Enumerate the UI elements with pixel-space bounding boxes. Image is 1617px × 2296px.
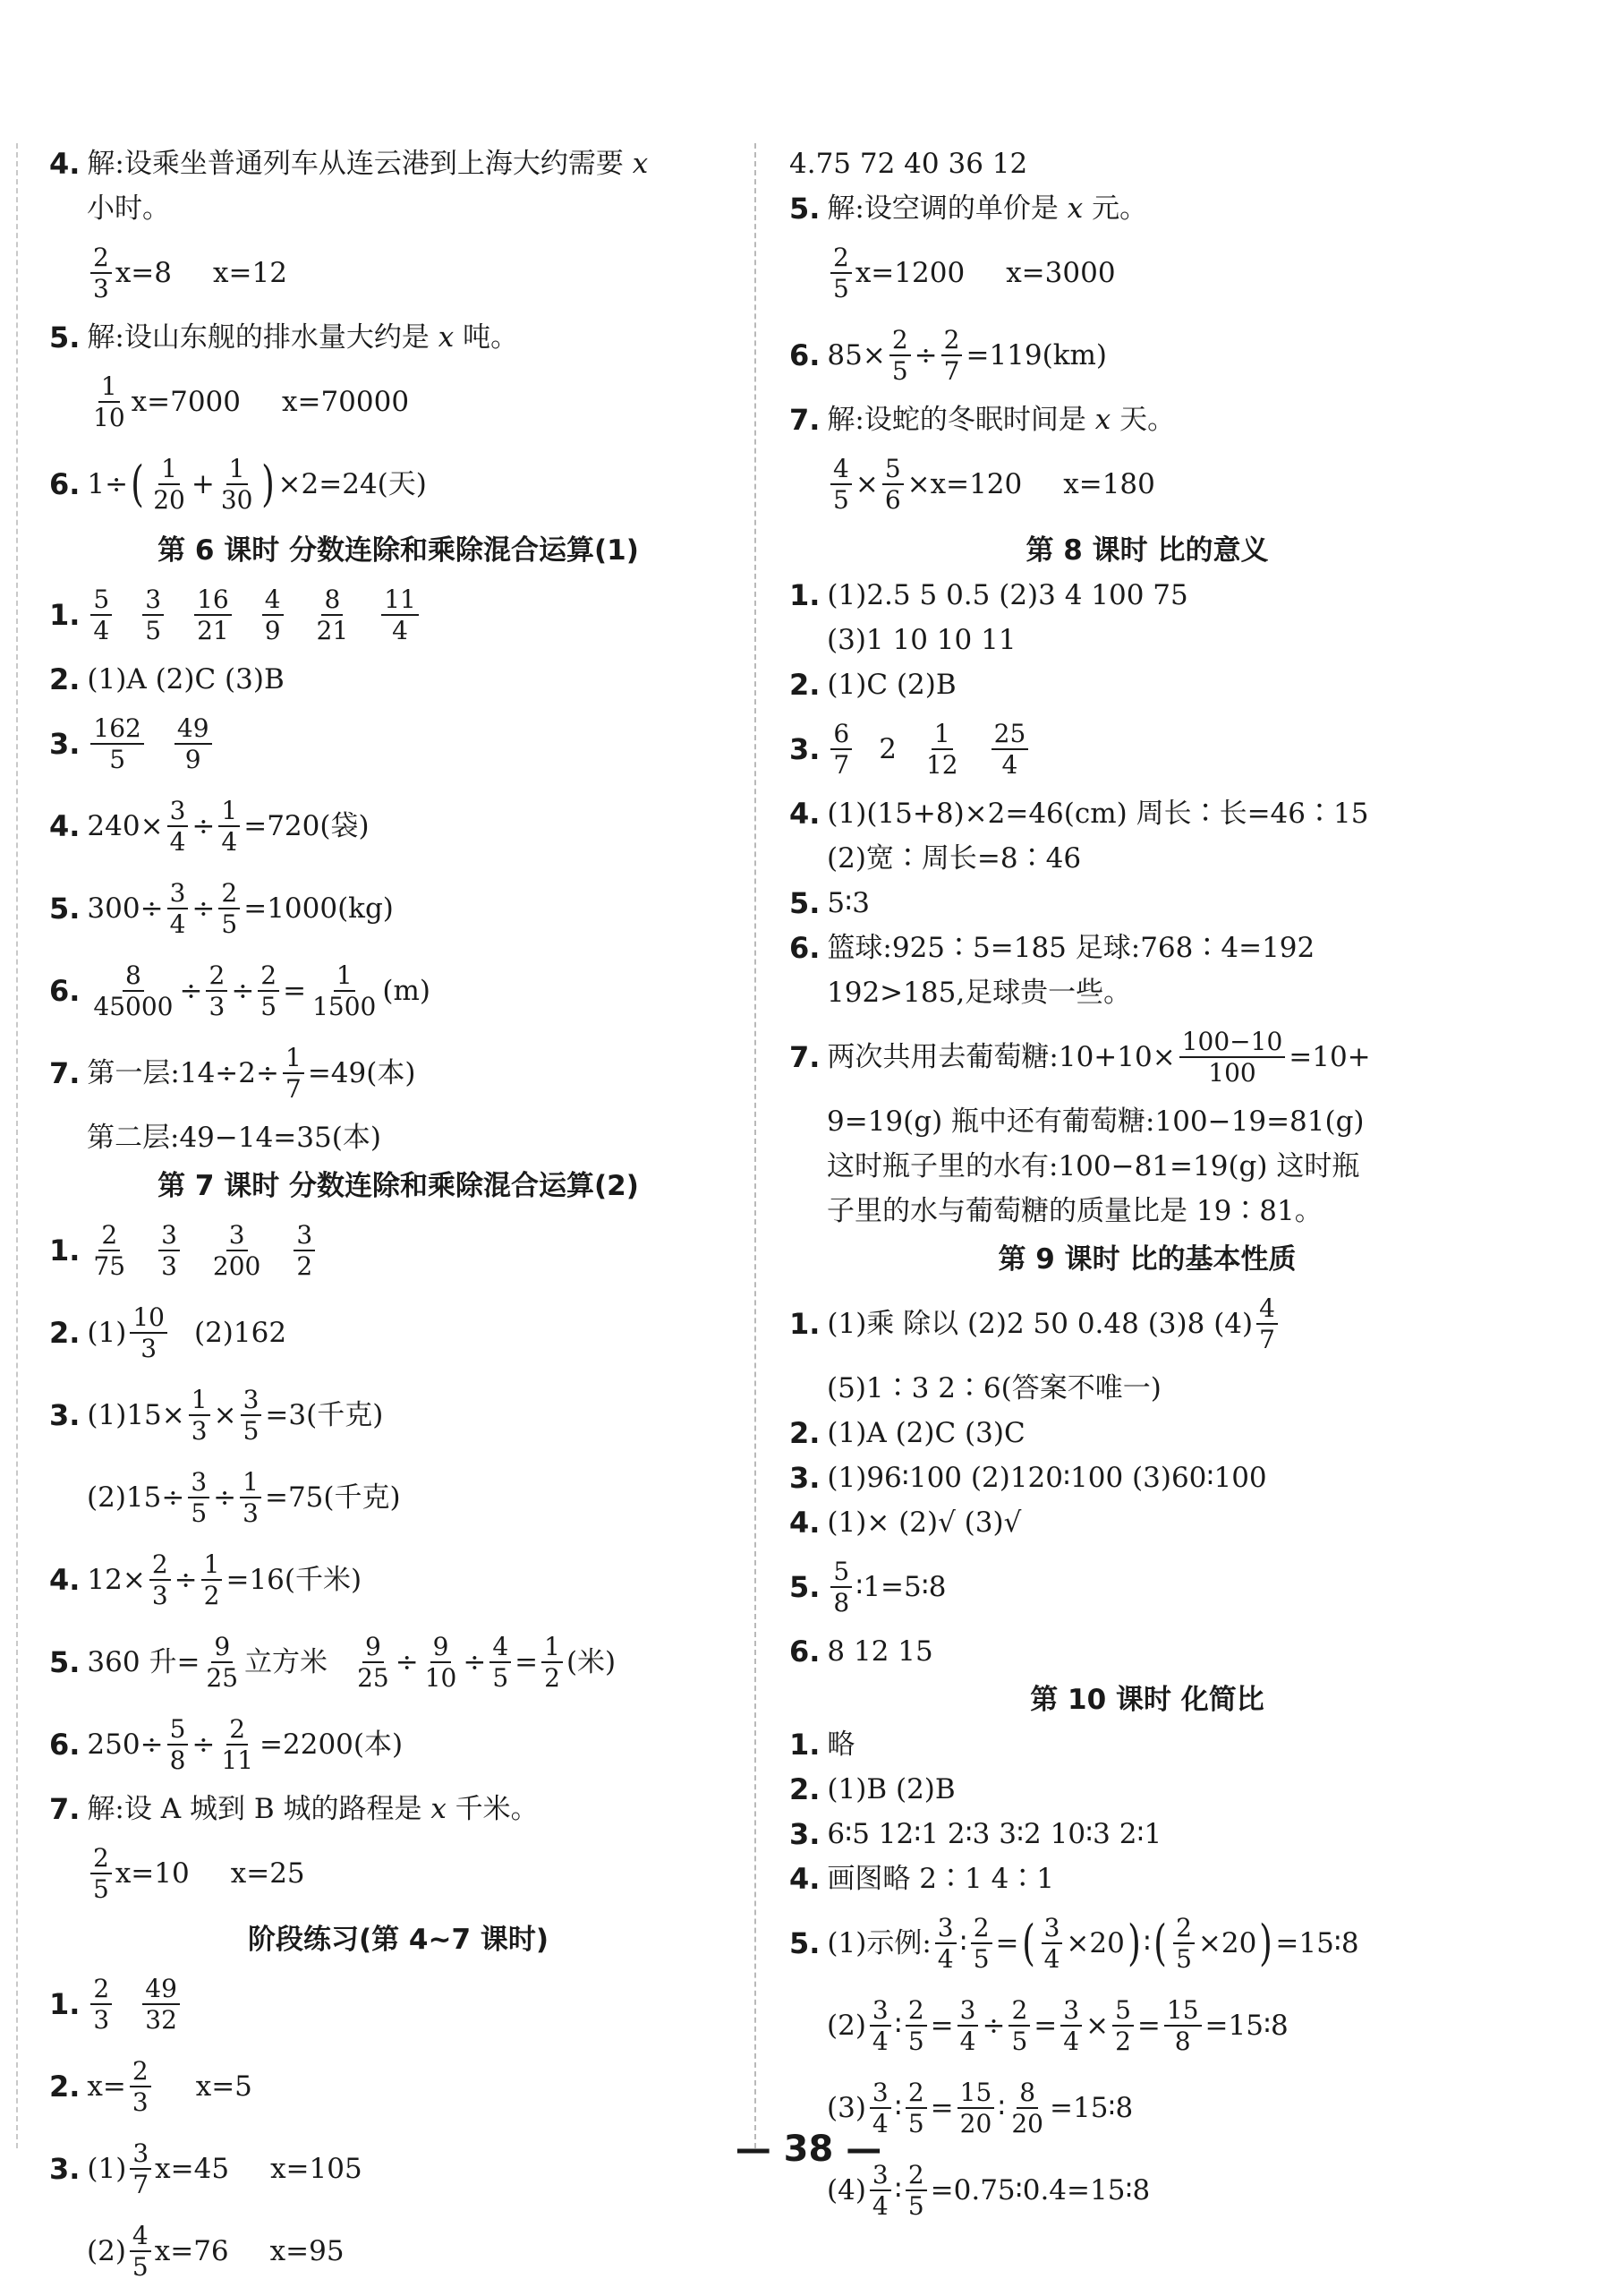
fraction: $\frac{2}{3}$ xyxy=(206,962,227,1020)
answer-line: 5. 解:设空调的单价是 x 元。 xyxy=(789,192,1148,226)
fraction: 49 32 xyxy=(142,1976,180,2034)
fraction: $\frac{15}{8}$ xyxy=(1164,1997,1202,2055)
fraction: 2 75 xyxy=(93,1219,126,1281)
item-number: 3. xyxy=(789,732,821,766)
answer-line: 7. 两次共用去葡萄糖:10+10× $\frac{100-10}{100}$ =10+ xyxy=(789,1026,1371,1088)
answer-line: 6. 250÷ $\frac{5}{8}$ ÷ $\frac{2}{11}$ =2200(本) xyxy=(49,1713,404,1775)
fraction: $\frac{1}{7}$ xyxy=(283,1045,304,1103)
answer-line xyxy=(49,1967,747,2042)
fraction: $\frac{1}{3}$ xyxy=(240,1469,261,1527)
variable: x xyxy=(438,320,455,354)
fraction: 1 20 xyxy=(153,453,185,515)
item-number: 3. xyxy=(49,2152,81,2186)
item-number: 5. xyxy=(789,1570,821,1604)
answer-text: x=7000 xyxy=(131,385,241,418)
fraction: 3 200 xyxy=(212,1219,261,1281)
fraction: 4 7 xyxy=(1256,1295,1278,1353)
fraction: $\frac{2}{7}$ xyxy=(941,327,963,385)
answer-line: 5. (1)示例: 3 4 ∶ $\frac{2}{5}$ = ( $\frac{3}{4}$ ×20 ) ∶ ( $\frac{2}{5}$ ×20 ) =15∶8 xyxy=(789,1912,1359,1974)
fraction: 5 4 xyxy=(90,586,112,644)
fraction: 3 5 xyxy=(142,586,164,644)
fraction: $\frac{2}{5}$ xyxy=(906,2079,927,2138)
item-number: 6. xyxy=(49,467,81,501)
fraction: $\frac{2}{5}$ xyxy=(889,327,911,385)
item-number: 6. xyxy=(49,974,81,1008)
item-number: 7. xyxy=(789,403,821,437)
fraction: 10 3 xyxy=(130,1304,167,1362)
answer-line xyxy=(49,364,747,440)
fraction: $\frac{3}{5}$ xyxy=(241,1387,262,1445)
fraction: 8 21 xyxy=(316,584,349,645)
answer-line xyxy=(49,189,747,228)
fraction: 5 8 xyxy=(830,1558,852,1617)
answer-line: 5. 5 8 ∶1=5∶8 xyxy=(789,1556,947,1617)
answer-line: 5. 5∶3 xyxy=(789,886,870,920)
item-number: 6. xyxy=(789,338,821,372)
fraction: $\frac{5}{2}$ xyxy=(1112,1997,1134,2055)
answer-line: (3)1 10 10 11 xyxy=(827,623,1017,656)
answer-line: 1. (1)乘 除以 (2)2 50 0.48 (3)8 (4) 4 7 xyxy=(789,1286,1505,1361)
item-number: 1. xyxy=(49,598,81,632)
answer-line: 2. x= $\frac{2}{3}$ x=5 xyxy=(49,2055,252,2117)
answer-line: 5. 360 升= $\frac{9}{25}$ 立方米 $\frac{9}{25}$ ÷ $\frac{9}{10}$ ÷ $\frac{4}{5}$ = $\frac{1}{2}$ (米) xyxy=(49,1631,617,1693)
fraction: $\frac{9}{25}$ xyxy=(206,1631,239,1693)
answer-text: (1)A (2)C (3)B xyxy=(87,662,285,696)
item-number: 5. xyxy=(49,892,81,926)
answer-line: 4. 240× $\frac{3}{4}$ ÷ $\frac{1}{4}$ =720(袋) xyxy=(49,795,370,857)
answer-line: 2 5 x=10 x=25 xyxy=(49,1836,747,1911)
fraction: 16 21 xyxy=(194,586,232,644)
answer-line: (5)1∶3 2∶6(答案不唯一) xyxy=(827,1371,1162,1404)
fraction: 3 7 xyxy=(130,2140,151,2198)
answer-line xyxy=(49,235,747,311)
left-column xyxy=(49,139,747,2296)
section-heading: 阶段练习(第 4~7 课时) xyxy=(247,1924,549,1956)
fraction: 3 4 xyxy=(870,1997,891,2055)
fraction: 2 5 xyxy=(830,244,852,303)
item-number: 2. xyxy=(49,1316,81,1350)
item-number: 2. xyxy=(49,2070,81,2104)
item-number: 3. xyxy=(789,1817,821,1851)
item-number: 2. xyxy=(49,662,81,696)
fraction: $\frac{1}{4}$ xyxy=(218,798,240,856)
answer-line: 3. 6∶5 12∶1 2∶3 3∶2 10∶3 2∶1 xyxy=(789,1817,1162,1851)
fraction: 2 5 xyxy=(90,1845,112,1903)
right-column xyxy=(789,139,1505,2235)
fraction: $\frac{2}{5}$ xyxy=(258,962,279,1020)
fraction: $\frac{3}{5}$ xyxy=(188,1469,209,1527)
answer-line: 7. 解:设 A 城到 B 城的路程是 x 千米。 xyxy=(49,1792,539,1826)
answer-line: (3) 3 4 ∶ $\frac{2}{5}$ = $\frac{15}{20}$ ∶ $\frac{8}{20}$ =15∶8 xyxy=(827,2077,1134,2138)
fraction: $\frac{8}{45000}$ xyxy=(93,960,174,1021)
fraction: 4 9 xyxy=(262,586,284,644)
section-heading: 第 9 课时 比的基本性质 xyxy=(998,1243,1297,1276)
fraction: 1 12 xyxy=(925,718,958,780)
answer-line xyxy=(49,660,747,699)
answer-line: 6. $\frac{8}{45000}$ ÷ $\frac{2}{3}$ ÷ $\frac{2}{5}$ = $\frac{1}{1500}$ (m) xyxy=(49,960,430,1021)
answer-line: (2)15÷ $\frac{3}{5}$ ÷ $\frac{1}{3}$ =75(千克) xyxy=(87,1466,401,1528)
fraction: $\frac{2}{3}$ xyxy=(149,1551,171,1609)
item-number: 5. xyxy=(49,320,81,354)
answer-line: 4. (1)(15+8)×2=46(cm) 周长∶长=46∶15 xyxy=(789,797,1369,831)
fraction: 1 10 xyxy=(93,371,125,432)
answer-line: $\frac{4}{5}$ × $\frac{5}{6}$ ×x=120 x=180 xyxy=(789,447,1505,522)
answer-line: 192>185,足球贵一些。 xyxy=(827,976,1132,1009)
item-number: 5. xyxy=(789,1926,821,1960)
fraction: $\frac{15}{20}$ xyxy=(957,2079,995,2138)
answer-line: (2) 3 4 ∶ $\frac{2}{5}$ = $\frac{3}{4}$ ÷ $\frac{2}{5}$ = $\frac{3}{4}$ × $\frac{5}{2}$ = $\frac{15}{8}$ =15∶8 xyxy=(827,1994,1289,2056)
answer-line: 这时瓶子里的水有:100−81=19(g) 这时瓶 xyxy=(827,1149,1360,1182)
item-number: 3. xyxy=(49,727,81,761)
left-margin-rule xyxy=(16,143,18,2148)
answer-line: 5. 300÷ $\frac{3}{4}$ ÷ $\frac{2}{5}$ =1000(kg) xyxy=(49,877,394,939)
section-heading: 第 6 课时 分数连除和乘除混合运算(1) xyxy=(157,534,639,567)
answer-line xyxy=(49,144,747,184)
answer-line: 4. 12× $\frac{2}{3}$ ÷ $\frac{1}{2}$ =16(千米) xyxy=(49,1549,362,1610)
fraction: $\frac{3}{4}$ xyxy=(167,798,189,856)
item-number: 3. xyxy=(49,1398,81,1432)
section-heading: 第 7 课时 分数连除和乘除混合运算(2) xyxy=(157,1170,639,1202)
answer-line xyxy=(789,144,1505,184)
item-number: 2. xyxy=(789,1416,821,1450)
fraction: $\frac{1}{3}$ xyxy=(189,1387,210,1445)
answer-line: 子里的水与葡萄糖的质量比是 19∶81。 xyxy=(827,1194,1323,1227)
item-number: 2. xyxy=(789,668,821,702)
answer-line: 7. 第一层:14÷2÷ $\frac{1}{7}$ =49(本) xyxy=(49,1042,416,1104)
item-number: 4. xyxy=(49,1563,81,1597)
fraction: $\frac{5}{8}$ xyxy=(167,1716,189,1774)
answer-line: 9=19(g) 瓶中还有葡萄糖:100−19=81(g) xyxy=(827,1105,1365,1138)
answer-line: (2) 4 5 x=76 x=95 xyxy=(87,2220,345,2282)
fraction: $\frac{2}{5}$ xyxy=(218,880,240,938)
answer-line: 3. (1)15× $\frac{1}{3}$ × $\frac{3}{5}$ =3(千克) xyxy=(49,1384,384,1446)
answer-line: 6. 1÷ ( 1 20 + $\frac{1}{30}$ ) ×2=24(天) xyxy=(49,453,427,515)
fraction: $\frac{2}{3}$ xyxy=(130,2058,151,2116)
fraction: $\frac{2}{5}$ xyxy=(971,1915,992,1973)
answer-line: 2. (1)C (2)B xyxy=(789,668,957,702)
page-number: — 38 — xyxy=(735,2129,882,2170)
answer-line: 3. (1) 3 7 x=45 x=105 xyxy=(49,2138,362,2199)
fraction: $\frac{2}{5}$ xyxy=(906,2162,927,2220)
fraction: 2 3 xyxy=(90,1976,112,2034)
column-divider xyxy=(754,143,756,2148)
answer-line: 2. (1)B (2)B xyxy=(789,1772,956,1806)
fraction: $\frac{3}{4}$ xyxy=(167,880,189,938)
answer-text: 解:设乘坐普通列车从连云港到上海大约需要 xyxy=(87,147,624,180)
answer-text: 解:设山东舰的排水量大约是 xyxy=(87,320,430,354)
fraction: $\frac{8}{20}$ xyxy=(1011,2077,1043,2138)
fraction: 6 7 xyxy=(830,721,852,779)
item-number: 6. xyxy=(789,931,821,965)
fraction: 2 3 xyxy=(90,244,112,303)
fraction: 11 4 xyxy=(381,586,419,644)
answer-text: 小时。 xyxy=(87,192,170,225)
fraction: $\frac{1}{1500}$ xyxy=(312,960,377,1021)
variable: x xyxy=(632,147,649,180)
fraction: $\frac{2}{5}$ xyxy=(906,1997,927,2055)
item-number: 1. xyxy=(49,1987,81,2021)
answer-line: 4. 画图略 2∶1 4∶1 xyxy=(789,1862,1055,1896)
fraction: $\frac{100-10}{100}$ xyxy=(1179,1029,1286,1087)
answer-line: (4) 3 4 ∶ $\frac{2}{5}$ =0.75∶0.4=15∶8 xyxy=(827,2159,1151,2221)
item-number: 1. xyxy=(49,1233,81,1267)
item-number: 1. xyxy=(789,1307,821,1341)
item-number: 5. xyxy=(789,886,821,920)
fraction: 3 4 xyxy=(935,1915,957,1973)
answer-line: 2. (1) 10 3 (2)162 xyxy=(49,1302,287,1363)
answer-line: (2)宽∶周长=8∶46 xyxy=(827,841,1082,875)
fraction: 3 3 xyxy=(158,1222,180,1280)
fraction: $\frac{1}{2}$ xyxy=(201,1551,223,1609)
item-number: 1. xyxy=(789,1728,821,1762)
fraction: 3 4 xyxy=(870,2079,891,2138)
section-heading: 第 8 课时 比的意义 xyxy=(1026,534,1269,567)
answer-line xyxy=(49,1213,747,1288)
item-number: 7. xyxy=(49,1792,81,1826)
answer-line: 6. 8 12 15 xyxy=(789,1635,933,1669)
fraction: $\frac{2}{5}$ xyxy=(1173,1915,1195,1973)
item-number: 7. xyxy=(49,1056,81,1090)
fraction: $\frac{9}{10}$ xyxy=(424,1631,457,1693)
answer-line xyxy=(49,706,747,781)
item-number: 4. xyxy=(789,1862,821,1896)
fraction: $\frac{3}{4}$ xyxy=(1060,1997,1082,2055)
answer-text: 4.75 72 40 36 12 xyxy=(789,147,1028,180)
item-number: 3. xyxy=(789,1461,821,1495)
item-number: 4. xyxy=(49,809,81,843)
answer-line: 3. (1)96∶100 (2)120∶100 (3)60∶100 xyxy=(789,1461,1267,1495)
item-number: 1. xyxy=(789,578,821,612)
fraction: 3 2 xyxy=(294,1222,315,1280)
item-number: 2. xyxy=(789,1772,821,1806)
fraction: $\frac{1}{2}$ xyxy=(541,1634,563,1692)
answer-line: 1. 略 xyxy=(789,1728,855,1762)
answer-text: 第二层:49−14=35(本) xyxy=(87,1121,381,1154)
answer-line: 6. 篮球:925∶5=185 足球:768∶4=192 xyxy=(789,931,1315,965)
item-number: 5. xyxy=(49,1645,81,1679)
answer-line: 2. (1)A (2)C (3)C xyxy=(789,1416,1026,1450)
fraction: $\frac{5}{6}$ xyxy=(882,456,904,514)
answer-text: 吨。 xyxy=(463,320,519,354)
fraction: $\frac{2}{11}$ xyxy=(221,1713,254,1775)
item-number: 4. xyxy=(789,797,821,831)
answer-text: x=70000 xyxy=(282,385,410,418)
answer-line: 2 5 x=1200 x=3000 xyxy=(789,235,1505,311)
answer-line xyxy=(49,318,747,357)
fraction: 25 4 xyxy=(991,721,1029,779)
answer-line: 7. 解:设蛇的冬眠时间是 x 天。 xyxy=(789,403,1176,437)
fraction: 162 5 xyxy=(90,715,143,773)
fraction: $\frac{2}{5}$ xyxy=(1008,1997,1030,2055)
fraction: $\frac{4}{5}$ xyxy=(489,1634,511,1692)
fraction: $\frac{9}{25}$ xyxy=(357,1631,389,1693)
fraction: $\frac{4}{5}$ xyxy=(830,456,852,514)
answer-line xyxy=(49,577,747,653)
answer-text: x=8 xyxy=(115,256,173,289)
fraction: $\frac{3}{4}$ xyxy=(1042,1915,1063,1973)
item-number: 5. xyxy=(789,192,821,226)
answer-line: 6. 85× $\frac{2}{5}$ ÷ $\frac{2}{7}$ =119(km) xyxy=(789,324,1107,386)
answer-line xyxy=(49,1118,747,1157)
fraction: 49 9 xyxy=(174,715,212,773)
fraction: $\frac{3}{4}$ xyxy=(957,1997,979,2055)
item-number: 7. xyxy=(789,1040,821,1074)
section-heading: 第 10 课时 化简比 xyxy=(1030,1684,1264,1716)
item-number: 4. xyxy=(789,1506,821,1540)
item-number: 4. xyxy=(49,147,81,181)
answer-line: 3. 6 7 2 1 12 25 4 xyxy=(789,712,1505,787)
answer-text: x=12 xyxy=(213,256,287,289)
item-number: 6. xyxy=(49,1728,81,1762)
answer-line: 4. (1)× (2)√ (3)√ xyxy=(789,1506,1022,1540)
fraction: $\frac{1}{30}$ xyxy=(220,453,253,515)
fraction: 4 5 xyxy=(130,2223,151,2281)
item-number: 6. xyxy=(789,1635,821,1669)
answer-line: 1. (1)2.5 5 0.5 (2)3 4 100 75 xyxy=(789,578,1188,612)
fraction: 3 4 xyxy=(870,2162,891,2220)
